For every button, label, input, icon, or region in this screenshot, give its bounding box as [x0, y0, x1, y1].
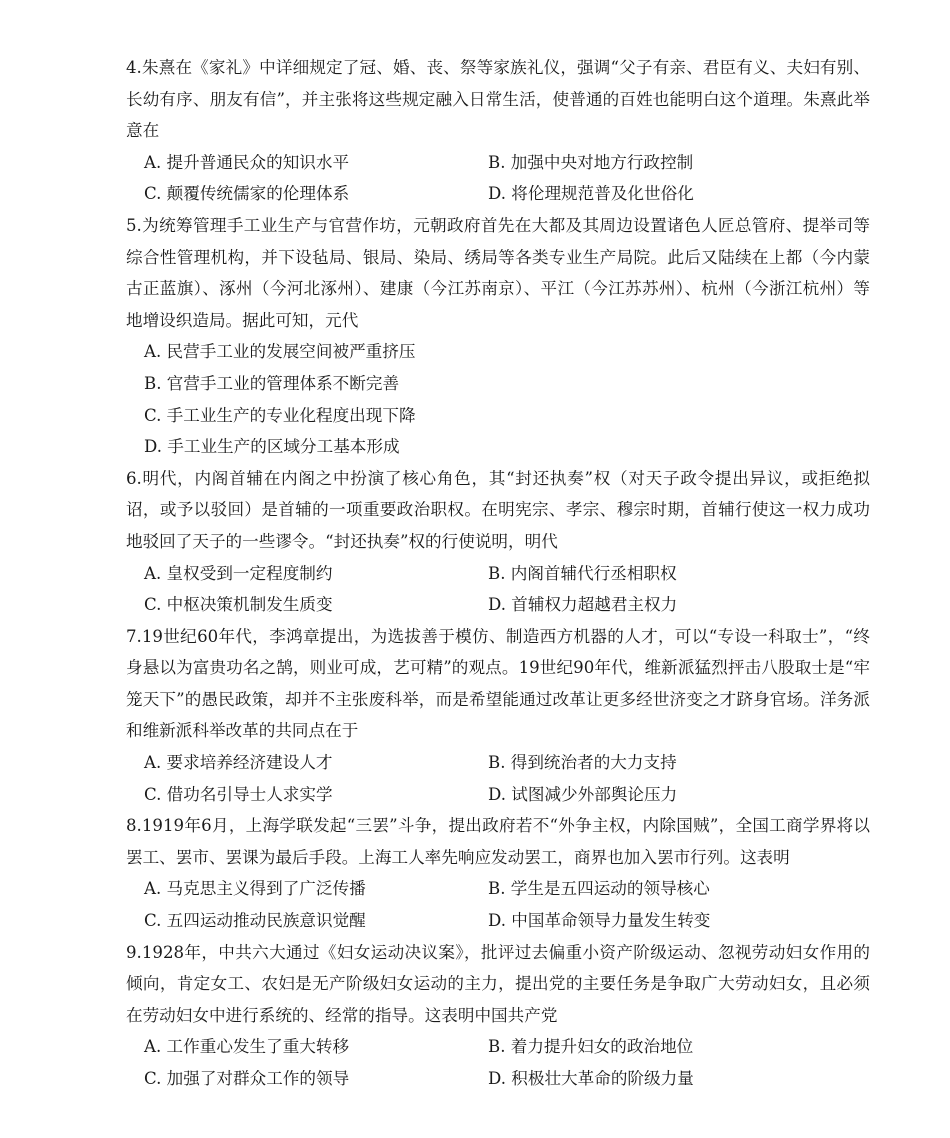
question-text: 为统筹管理手工业生产与官营作坊，元朝政府首先在大都及其周边设置诸色人匠总管府、提举司等综合性管理机构，并下设毡局、银局、染局、绣局等各类专业生产局院。此后又陆续在上都（今内蒙古正蓝旗）、涿州（今河北涿州）、建康（今江苏南京）、平江（今江苏苏州）、杭州（今浙江杭州）等地增设织造局。据此可知，元代 — [126, 215, 870, 330]
option-d[interactable]: D. 试图减少外部舆论压力 — [488, 784, 678, 804]
question-number: 7. — [126, 626, 142, 646]
option-b[interactable]: B. 加强中央对地方行政控制 — [488, 152, 694, 172]
option-b[interactable]: B. 官营手工业的管理体系不断完善 — [144, 373, 400, 393]
option-a[interactable]: A. 皇权受到一定程度制约 — [144, 563, 333, 583]
option-a[interactable]: A. 提升普通民众的知识水平 — [144, 152, 350, 172]
option-d[interactable]: D. 手工业生产的区域分工基本形成 — [144, 437, 400, 457]
question-9 — [126, 937, 870, 1095]
question-stem — [108, 463, 870, 558]
option-row — [144, 905, 870, 937]
option-row — [144, 747, 870, 779]
question-5 — [126, 210, 870, 463]
question-number: 9. — [126, 942, 142, 962]
option-c[interactable]: C. 借功名引导士人求实学 — [144, 784, 333, 804]
option-row — [144, 178, 870, 210]
option-c[interactable]: C. 颠覆传统儒家的伦理体系 — [144, 184, 350, 204]
options — [126, 558, 870, 621]
question-stem — [108, 52, 870, 147]
option-a[interactable]: A. 民营手工业的发展空间被严重挤压 — [144, 342, 416, 362]
option-row — [144, 400, 870, 432]
option-c[interactable]: C. 加强了对群众工作的领导 — [144, 1069, 350, 1088]
option-b[interactable]: B. 内阁首辅代行丞相职权 — [488, 563, 677, 583]
option-d[interactable]: D. 首辅权力超越君主权力 — [488, 595, 678, 615]
option-row — [144, 1063, 870, 1095]
option-d[interactable]: D. 中国革命领导力量发生转变 — [488, 911, 711, 931]
option-row — [144, 368, 870, 400]
option-row — [144, 779, 870, 811]
option-row — [144, 1031, 870, 1063]
option-b[interactable]: B. 得到统治者的大力支持 — [488, 753, 677, 773]
option-a[interactable]: A. 工作重心发生了重大转移 — [144, 1037, 350, 1057]
question-4 — [126, 52, 870, 210]
question-text: 1919年6月，上海学联发起“三罢”斗争，提出政府若不“外争主权，内除国贼”，全国工商学界将以罢工、罢市、罢课为最后手段。上海工人率先响应发动罢工，商界也加入罢市行列。这表明 — [126, 816, 870, 867]
option-b[interactable]: B. 学生是五四运动的领导核心 — [488, 879, 710, 899]
option-row — [144, 873, 870, 905]
options — [126, 1031, 870, 1094]
question-number: 4. — [126, 58, 142, 77]
question-6 — [126, 463, 870, 621]
question-text: 19世纪60年代，李鸿章提出，为选拔善于模仿、制造西方机器的人才，可以“专设一科取士”，“终身悬以为富贵功名之鹄，则业可成，艺可精”的观点。19世纪90年代，维新派猛烈抨击八股取士是“牢笼天下”的愚民政策，却并不主张废科举，而是希望能通过改革让更多经世济变之才跻身官场。洋务派和维新派科举改革的共同点在于 — [126, 626, 870, 741]
question-7 — [126, 621, 870, 811]
question-8 — [126, 810, 870, 936]
question-stem — [108, 210, 870, 336]
option-c[interactable]: C. 五四运动推动民族意识觉醒 — [144, 911, 366, 931]
option-a[interactable]: A. 马克思主义得到了广泛传播 — [144, 879, 366, 899]
option-c[interactable]: C. 手工业生产的专业化程度出现下降 — [144, 405, 416, 425]
options — [126, 336, 870, 462]
options — [126, 873, 870, 936]
options — [126, 747, 870, 810]
option-b[interactable]: B. 着力提升妇女的政治地位 — [488, 1037, 694, 1057]
option-row — [144, 431, 870, 463]
option-a[interactable]: A. 要求培养经济建设人才 — [144, 753, 333, 773]
question-number: 8. — [126, 816, 142, 836]
option-row — [144, 589, 870, 621]
option-row — [144, 336, 870, 368]
question-number: 5. — [126, 215, 142, 235]
question-stem — [108, 621, 870, 747]
question-text: 朱熹在《家礼》中详细规定了冠、婚、丧、祭等家族礼仪，强调“父子有亲、君臣有义、夫妇有别、长幼有序、朋友有信”，并主张将这些规定融入日常生活，使普通的百姓也能明白这个道理。朱熹此举意在 — [126, 58, 870, 141]
option-d[interactable]: D. 积极壮大革命的阶级力量 — [488, 1069, 694, 1088]
question-stem — [108, 810, 870, 873]
question-number: 6. — [126, 468, 142, 488]
option-c[interactable]: C. 中枢决策机制发生质变 — [144, 595, 333, 615]
option-row — [144, 558, 870, 590]
option-d[interactable]: D. 将伦理规范普及化世俗化 — [488, 184, 694, 204]
question-text: 1928年，中共六大通过《妇女运动决议案》，批评过去偏重小资产阶级运动、忽视劳动妇女作用的倾向，肯定女工、农妇是无产阶级妇女运动的主力，提出党的主要任务是争取广大劳动妇女，且必须在劳动妇女中进行系统的、经常的指导。这表明中国共产党 — [126, 942, 870, 1025]
option-row — [144, 147, 870, 179]
question-stem — [108, 937, 870, 1032]
options — [126, 147, 870, 210]
question-text: 明代，内阁首辅在内阁之中扮演了核心角色，其“封还执奏”权（对天子政令提出异议，或拒绝拟诏，或予以驳回）是首辅的一项重要政治职权。在明宪宗、孝宗、穆宗时期，首辅行使这一权力成功地驳回了天子的一些谬令。“封还执奏”权的行使说明，明代 — [126, 468, 870, 551]
